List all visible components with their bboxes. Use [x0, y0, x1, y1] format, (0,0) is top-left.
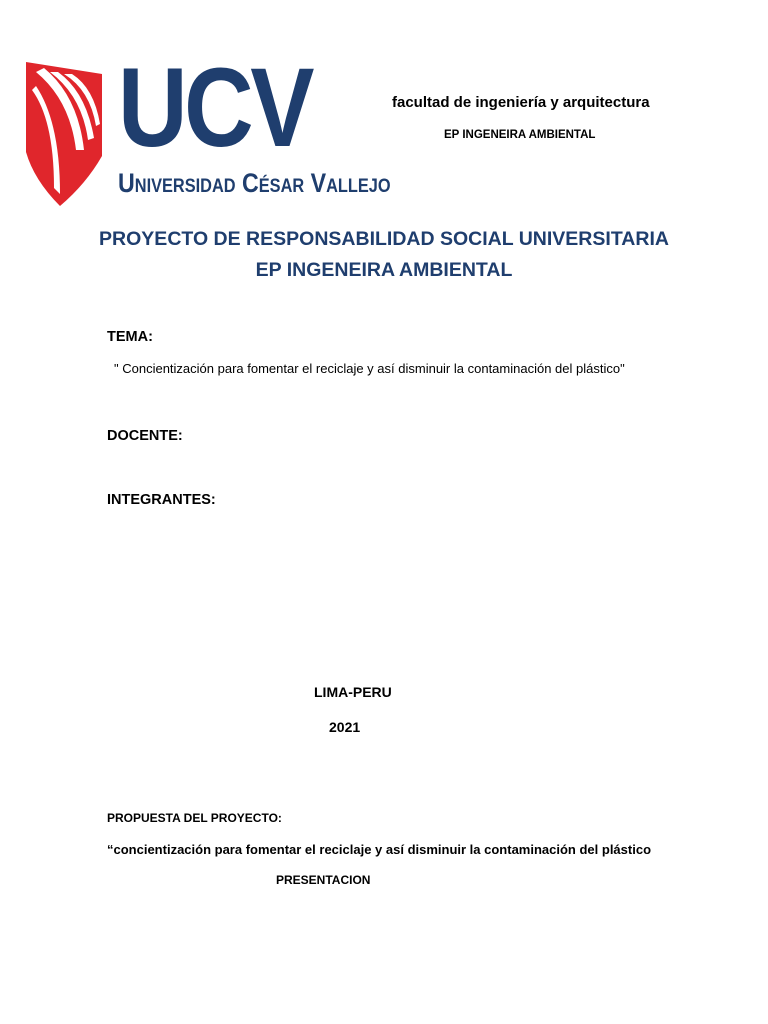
integrantes-label: INTEGRANTES: [107, 492, 216, 508]
proposal-label: PROPUESTA DEL PROYECTO: [107, 811, 282, 825]
location-year: 2021 [329, 719, 361, 735]
faculty-name: facultad de ingeniería y arquitectura [392, 94, 650, 111]
location-place: LIMA-PERU [314, 684, 392, 700]
project-title-line-1: PROYECTO DE RESPONSABILIDAD SOCIAL UNIVERSITARIA [99, 228, 669, 250]
presentation-heading: PRESENTACION [276, 873, 371, 887]
school-name: EP INGENEIRA AMBIENTAL [444, 129, 596, 141]
logo-university-name: Universidad César Vallejo [118, 168, 391, 198]
university-shield-logo [24, 60, 104, 208]
logo-acronym: UCV [118, 45, 312, 170]
docente-label: DOCENTE: [107, 428, 183, 444]
tema-text: " Concientización para fomentar el reciclaje y así disminuir la contaminación del plástico" [114, 361, 625, 376]
project-title-line-2: EP INGENEIRA AMBIENTAL [255, 259, 513, 281]
proposal-text: “concientización para fomentar el reciclaje y así disminuir la contaminación del plástico [107, 842, 652, 857]
tema-label: TEMA: [107, 329, 153, 345]
